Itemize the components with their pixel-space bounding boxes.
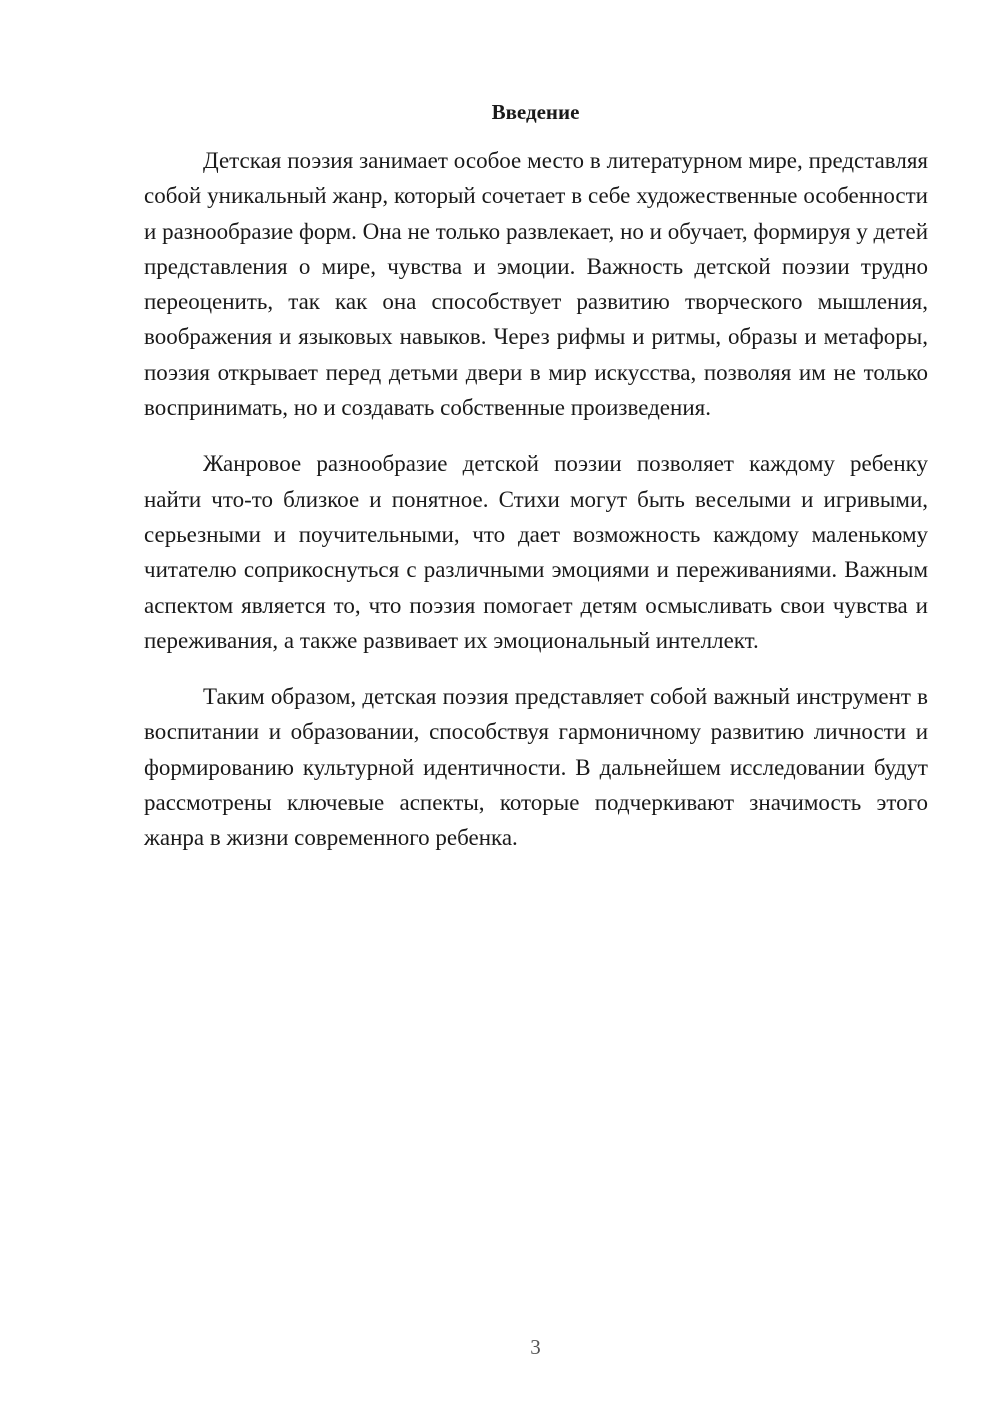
page-number: 3 xyxy=(530,1335,541,1359)
paragraph: Детская поэзия занимает особое место в литературном мире, представляя собой уникальный жанр, который сочетает в себе художественные особенности и разнообразие форм. Она не только развлекает, но и обучает, формируя у детей представления о мире, чувства и эмоции. Важность детской поэзии трудно переоценить, так как она способствует развитию творческого мышления, воображения и языковых навыков. Через рифмы и ритмы, образы и метафоры, поэзия открывает перед детьми двери в мир искусства, позволяя им не только воспринимать, но и создавать собственные произведения. xyxy=(144,148,928,421)
body-text xyxy=(144,143,928,856)
paragraph: Таким образом, детская поэзия представляет собой важный инструмент в воспитании и образовании, способствуя гармоничному развитию личности и формированию культурной идентичности. В дальнейшем исследовании будут рассмотрены ключевые аспекты, которые подчеркивают значимость этого жанра в жизни современного ребенка. xyxy=(144,684,928,851)
section-title: Введение xyxy=(491,100,580,124)
paragraph: Жанровое разнообразие детской поэзии позволяет каждому ребенку найти что-то близкое и понятное. Стихи могут быть веселыми и игривыми, серьезными и поучительными, что дает возможность каждому маленькому читателю соприкоснуться с различными эмоциями и переживаниями. Важным аспектом является то, что поэзия помогает детям осмысливать свои чувства и переживания, а также развивает их эмоциональный интеллект. xyxy=(144,451,928,653)
